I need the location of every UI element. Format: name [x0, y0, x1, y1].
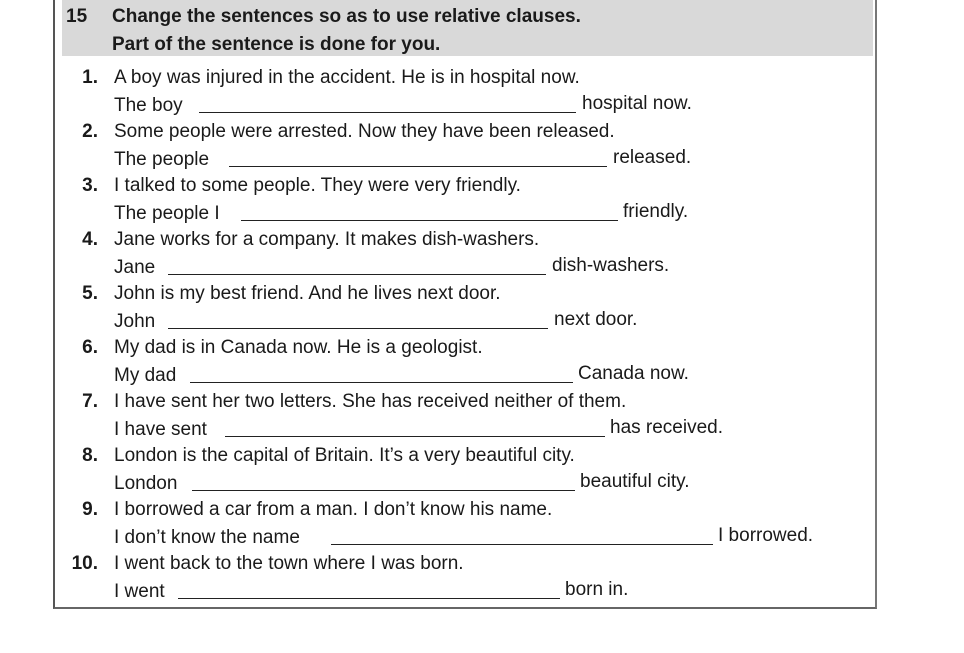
answer-blank[interactable]: [241, 220, 618, 221]
item-sentence: A boy was injured in the accident. He is in hospital now.: [114, 67, 580, 88]
item-prompt-start: The boy: [114, 95, 183, 116]
item-prompt-end: friendly.: [623, 201, 689, 222]
answer-blank[interactable]: [192, 490, 575, 491]
instruction-line-2: Part of the sentence is done for you.: [112, 34, 441, 55]
item-prompt-start: John: [114, 311, 156, 332]
item-number: 4.: [82, 229, 98, 250]
item-prompt-start: I don’t know the name: [114, 527, 300, 548]
item-sentence: Some people were arrested. Now they have been released.: [114, 121, 615, 142]
exercise-number: 15: [66, 6, 88, 27]
item-prompt-start: The people I: [114, 203, 220, 224]
answer-blank[interactable]: [190, 382, 573, 383]
item-number: 9.: [82, 499, 98, 520]
item-number: 5.: [82, 283, 98, 304]
item-number: 10.: [71, 553, 98, 574]
item-prompt-end: Canada now.: [578, 363, 689, 384]
answer-blank[interactable]: [331, 544, 713, 545]
item-sentence: I talked to some people. They were very friendly.: [114, 175, 521, 196]
item-sentence: London is the capital of Britain. It’s a very beautiful city.: [114, 445, 575, 466]
item-prompt-end: I borrowed.: [718, 525, 814, 546]
item-prompt-start: My dad: [114, 365, 177, 386]
item-sentence: I went back to the town where I was born.: [114, 553, 464, 574]
item-prompt-start: The people: [114, 149, 210, 170]
item-sentence: John is my best friend. And he lives next door.: [114, 283, 501, 304]
answer-blank[interactable]: [168, 328, 548, 329]
answer-blank[interactable]: [168, 274, 546, 275]
item-number: 3.: [82, 175, 98, 196]
item-sentence: Jane works for a company. It makes dish-washers.: [114, 229, 540, 250]
answer-blank[interactable]: [178, 598, 560, 599]
item-number: 8.: [82, 445, 98, 466]
item-prompt-end: beautiful city.: [580, 471, 690, 492]
item-prompt-end: hospital now.: [582, 93, 692, 114]
item-prompt-start: I have sent: [114, 419, 207, 440]
instruction-line-1: Change the sentences so as to use relative clauses.: [112, 6, 581, 27]
item-number: 2.: [82, 121, 98, 142]
item-prompt-start: London: [114, 473, 178, 494]
item-prompt-start: I went: [114, 581, 165, 602]
item-sentence: I borrowed a car from a man. I don’t know his name.: [114, 499, 553, 520]
item-prompt-end: has received.: [610, 417, 724, 438]
answer-blank[interactable]: [199, 112, 576, 113]
item-number: 1.: [82, 67, 98, 88]
answer-blank[interactable]: [225, 436, 605, 437]
item-sentence: I have sent her two letters. She has received neither of them.: [114, 391, 627, 412]
item-sentence: My dad is in Canada now. He is a geologist.: [114, 337, 483, 358]
item-prompt-end: dish-washers.: [552, 255, 670, 276]
item-prompt-end: next door.: [554, 309, 638, 330]
item-prompt-end: born in.: [565, 579, 629, 600]
item-number: 6.: [82, 337, 98, 358]
item-prompt-start: Jane: [114, 257, 156, 278]
answer-blank[interactable]: [229, 166, 607, 167]
item-number: 7.: [82, 391, 98, 412]
item-prompt-end: released.: [613, 147, 692, 168]
